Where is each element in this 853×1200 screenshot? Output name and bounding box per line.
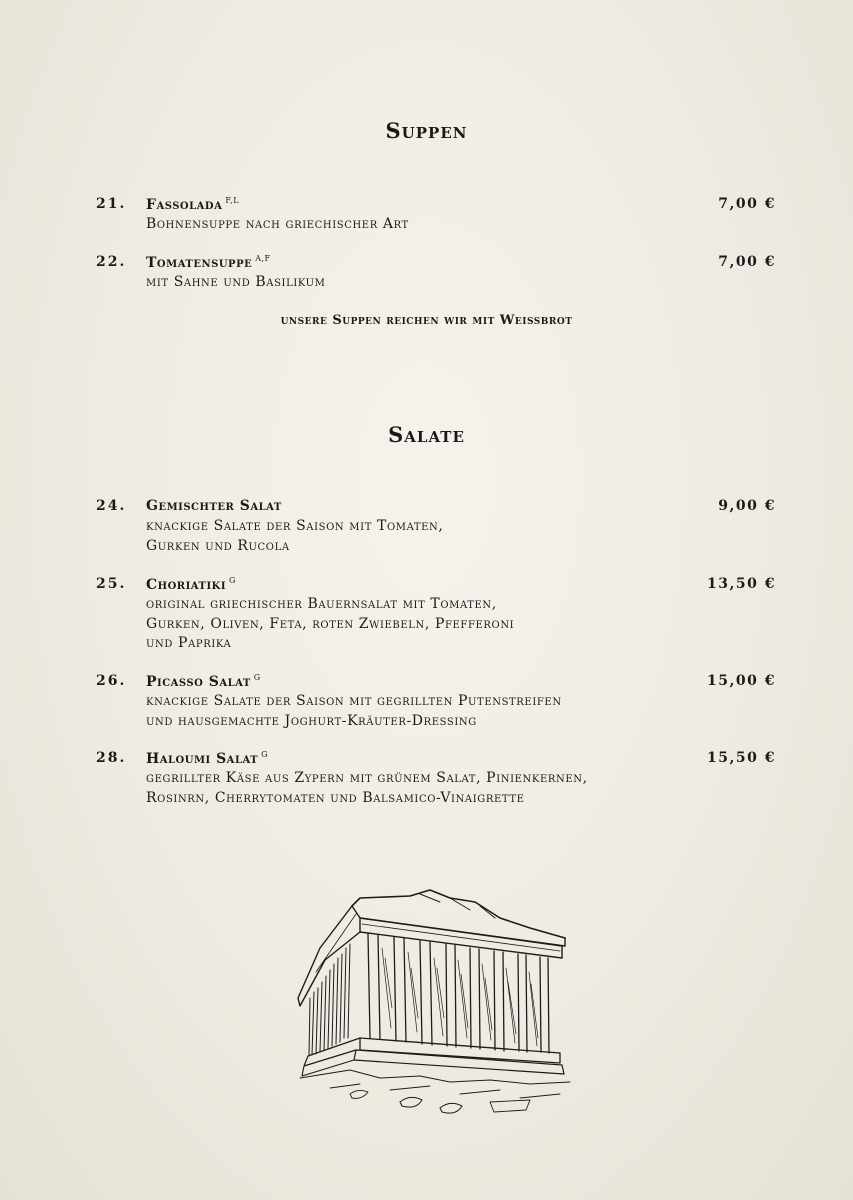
- item-price: 13,50 €: [707, 576, 776, 592]
- allergen-codes: G: [261, 750, 269, 759]
- item-description: original griechischer Bauernsalat mit Tomaten, Gurken, Oliven, Feta, roten Zwiebeln, Pfefferoni und Paprika: [146, 596, 515, 651]
- item-description: mit Sahne und Basilikum: [146, 274, 326, 290]
- item-price: 15,50 €: [707, 750, 776, 766]
- item-price: 15,00 €: [707, 673, 776, 689]
- item-number: 21.: [96, 196, 127, 212]
- item-number: 25.: [96, 576, 127, 592]
- allergen-codes: G: [253, 673, 261, 682]
- item-description: Bohnensuppe nach griechischer Art: [146, 216, 409, 232]
- item-price: 7,00 €: [718, 196, 776, 212]
- item-number: 28.: [96, 750, 127, 766]
- item-description: knackige Salate der Saison mit Tomaten, Gurken und Rucola: [146, 518, 444, 554]
- item-name: Haloumi Salat $^G$: [146, 750, 269, 767]
- item-name: Choriatiki $^G$: [146, 576, 236, 593]
- allergen-codes: A,F: [255, 254, 271, 263]
- section-title-suppen: Suppen: [385, 118, 468, 143]
- item-name: Gemischter Salat: [146, 498, 282, 514]
- item-number: 26.: [96, 673, 127, 689]
- item-number: 22.: [96, 254, 127, 270]
- item-price: 9,00 €: [718, 498, 776, 514]
- item-name: Picasso Salat $^G$: [146, 673, 261, 690]
- item-name: Fassolada $^{F,L}$: [146, 196, 240, 213]
- item-number: 24.: [96, 498, 127, 514]
- parthenon-sketch-icon: [290, 888, 580, 1120]
- allergen-codes: G: [229, 576, 236, 585]
- allergen-codes: F,L: [225, 196, 240, 205]
- soup-bread-note: unsere Suppen reichen wir mit Weissbrot: [280, 313, 573, 328]
- item-name: Tomatensuppe $^{A,F}$: [146, 254, 271, 271]
- section-title-salate: Salate: [388, 422, 465, 447]
- item-description: knackige Salate der Saison mit gegrillten Putenstreifen und hausgemachte Joghurt-Kräuter-Dressing: [146, 693, 562, 729]
- item-price: 7,00 €: [718, 254, 776, 270]
- item-description: gegrillter Käse aus Zypern mit grünem Salat, Pinienkernen, Rosinrn, Cherrytomaten und Balsamico-Vinaigrette: [146, 770, 588, 806]
